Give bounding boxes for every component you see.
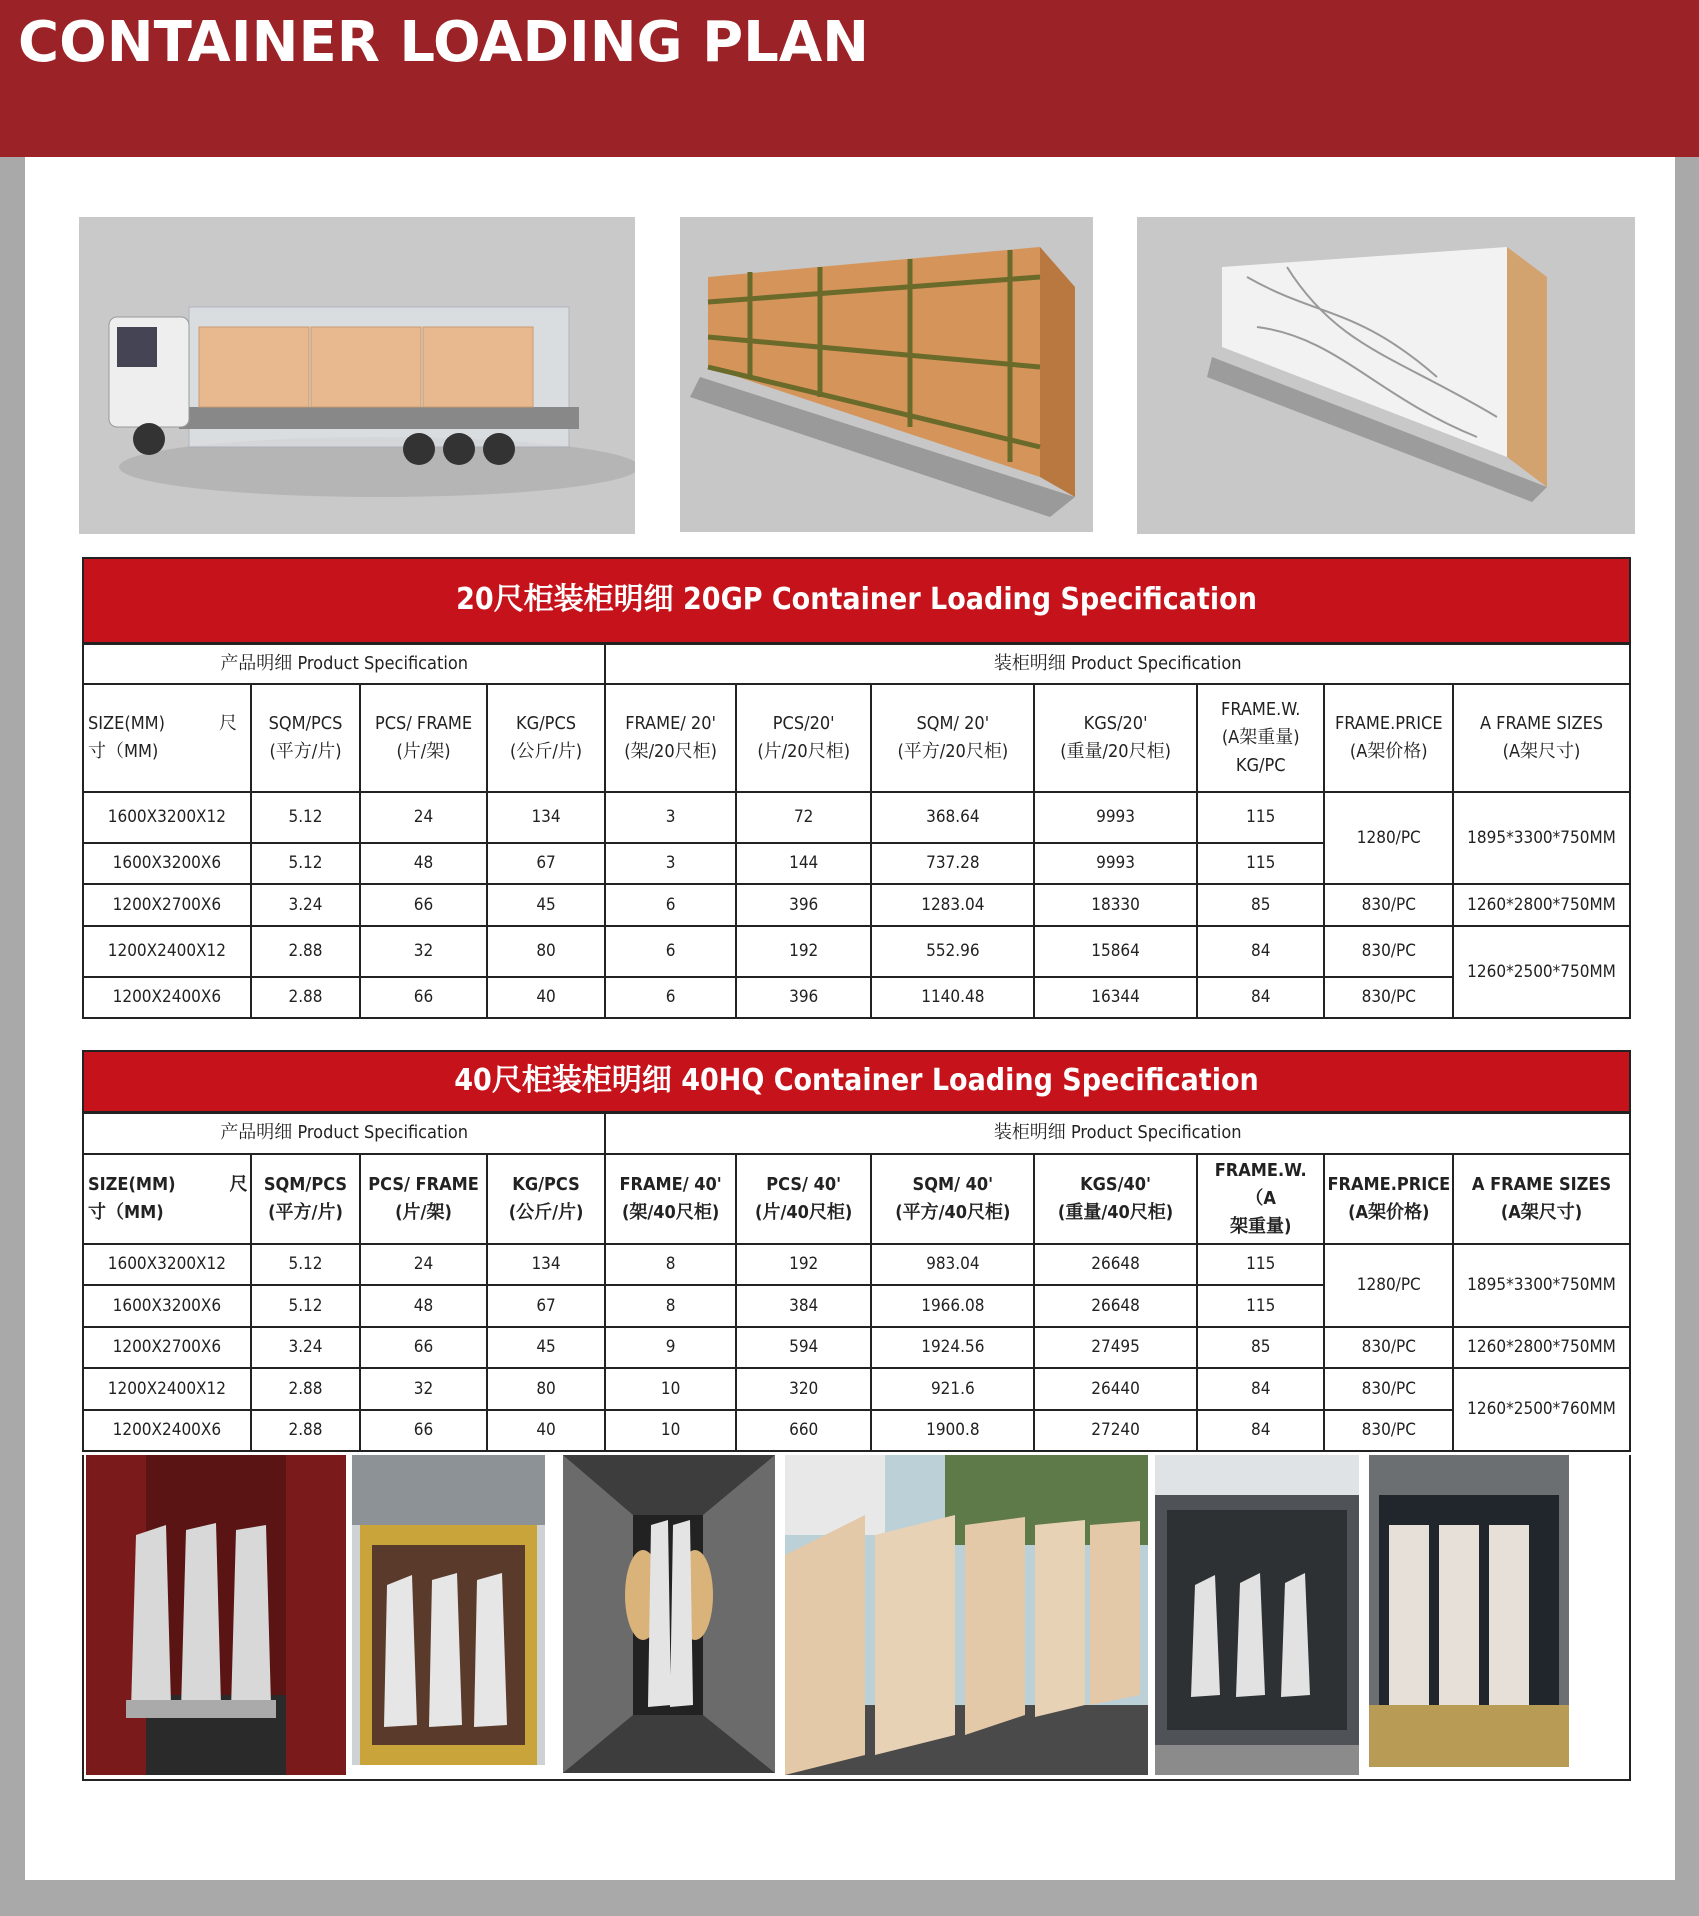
- cell-sqm: 368.64: [871, 792, 1034, 843]
- cell-sqm-pcs: 2.88: [251, 977, 360, 1018]
- container-loading-photo-5: [1155, 1455, 1359, 1775]
- cell-sqm-pcs: 5.12: [251, 792, 360, 843]
- cell-frame-weight: 115: [1197, 1285, 1325, 1327]
- cell-frames: 8: [605, 1285, 736, 1327]
- loading-group-header: 装柜明细 Product Specification: [605, 643, 1630, 684]
- table-row: [83, 1244, 1630, 1285]
- cell-size: 1200X2400X12: [83, 926, 251, 977]
- column-header: FRAME.W. (A架重量) KG/PC: [1197, 684, 1325, 792]
- cell-pcs: 192: [736, 1244, 872, 1285]
- cell-sqm: 921.6: [871, 1368, 1034, 1410]
- cell-frame-price: 830/PC: [1324, 1368, 1453, 1410]
- product-group-header: 产品明细 Product Specification: [83, 643, 605, 684]
- cell-sqm: 983.04: [871, 1244, 1034, 1285]
- cell-frames: 9: [605, 1327, 736, 1368]
- table-row: [83, 884, 1630, 926]
- column-header: PCS/ 40' (片/40尺柜): [736, 1154, 872, 1244]
- cell-pcs-frame: 48: [360, 1285, 487, 1327]
- cell-kgs: 26648: [1034, 1285, 1197, 1327]
- cell-kgs: 27495: [1034, 1327, 1197, 1368]
- column-header: KGS/40' (重量/40尺柜): [1034, 1154, 1197, 1244]
- cell-kgs: 9993: [1034, 792, 1197, 843]
- cell-frame-weight: 115: [1197, 792, 1325, 843]
- cell-size: 1200X2400X12: [83, 1368, 251, 1410]
- cell-frames: 10: [605, 1368, 736, 1410]
- cell-pcs-frame: 66: [360, 1410, 487, 1451]
- cell-pcs: 396: [736, 884, 872, 926]
- cell-frames: 6: [605, 977, 736, 1018]
- table-title: 40尺柜装柜明细 40HQ Container Loading Specification: [83, 1051, 1630, 1112]
- column-header: PCS/ FRAME (片/架): [360, 1154, 487, 1244]
- cell-pcs: 384: [736, 1285, 872, 1327]
- cell-sqm-pcs: 3.24: [251, 1327, 360, 1368]
- cell-pcs-frame: 66: [360, 977, 487, 1018]
- loading-group-header: 装柜明细 Product Specification: [605, 1112, 1630, 1154]
- column-header: FRAME.PRICE (A架价格): [1324, 684, 1453, 792]
- cell-kg-pcs: 67: [487, 843, 606, 884]
- cell-frames: 3: [605, 843, 736, 884]
- cell-size: 1200X2400X6: [83, 1410, 251, 1451]
- cell-frames: 6: [605, 884, 736, 926]
- cell-sqm: 1140.48: [871, 977, 1034, 1018]
- cell-frames: 8: [605, 1244, 736, 1285]
- cell-sqm-pcs: 5.12: [251, 1285, 360, 1327]
- column-header: PCS/20' (片/20尺柜): [736, 684, 872, 792]
- cell-sqm: 737.28: [871, 843, 1034, 884]
- column-header: SQM/ 20' (平方/20尺柜): [871, 684, 1034, 792]
- cell-sqm: 1900.8: [871, 1410, 1034, 1451]
- cell-frame-size: 1895*3300*750MM: [1453, 792, 1630, 884]
- cell-kgs: 18330: [1034, 884, 1197, 926]
- cell-frame-weight: 84: [1197, 1368, 1325, 1410]
- cell-frames: 6: [605, 926, 736, 977]
- cell-pcs: 660: [736, 1410, 872, 1451]
- table-title: 20尺柜装柜明细 20GP Container Loading Specification: [83, 558, 1630, 643]
- cell-kg-pcs: 45: [487, 1327, 606, 1368]
- container-loading-photo-3: [563, 1455, 775, 1773]
- cell-kgs: 9993: [1034, 843, 1197, 884]
- cell-frame-weight: 85: [1197, 1327, 1325, 1368]
- cell-kg-pcs: 80: [487, 926, 606, 977]
- column-header: KG/PCS (公斤/片): [487, 1154, 606, 1244]
- cell-frame-weight: 85: [1197, 884, 1325, 926]
- cell-size: 1200X2400X6: [83, 977, 251, 1018]
- cell-kg-pcs: 80: [487, 1368, 606, 1410]
- column-header: FRAME/ 20' (架/20尺柜): [605, 684, 736, 792]
- cell-pcs-frame: 66: [360, 884, 487, 926]
- cell-frame-weight: 84: [1197, 1410, 1325, 1451]
- table-20gp-loading-spec: [82, 557, 1631, 1019]
- cell-frame-price: 830/PC: [1324, 1327, 1453, 1368]
- cell-pcs: 192: [736, 926, 872, 977]
- cell-sqm: 552.96: [871, 926, 1034, 977]
- cell-frames: 3: [605, 792, 736, 843]
- page-header: [0, 0, 1699, 157]
- cell-pcs: 396: [736, 977, 872, 1018]
- column-header: SIZE(MM) 尺 寸（MM): [83, 684, 251, 792]
- column-header: SQM/PCS (平方/片): [251, 1154, 360, 1244]
- cell-frame-price: 830/PC: [1324, 926, 1453, 977]
- cell-frame-size: 1260*2800*750MM: [1453, 884, 1630, 926]
- cell-pcs-frame: 32: [360, 1368, 487, 1410]
- cell-kgs: 15864: [1034, 926, 1197, 977]
- cell-frame-weight: 84: [1197, 977, 1325, 1018]
- column-header: FRAME.W.（A 架重量): [1197, 1154, 1325, 1244]
- cell-frame-weight: 84: [1197, 926, 1325, 977]
- column-header: SQM/PCS (平方/片): [251, 684, 360, 792]
- cell-size: 1600X3200X12: [83, 792, 251, 843]
- column-header: PCS/ FRAME (片/架): [360, 684, 487, 792]
- cell-pcs-frame: 48: [360, 843, 487, 884]
- cell-kg-pcs: 40: [487, 1410, 606, 1451]
- cell-kgs: 26440: [1034, 1368, 1197, 1410]
- cell-frame-size: 1260*2500*760MM: [1453, 1368, 1630, 1451]
- column-header: KG/PCS (公斤/片): [487, 684, 606, 792]
- cell-frames: 10: [605, 1410, 736, 1451]
- cell-kgs: 16344: [1034, 977, 1197, 1018]
- cell-pcs-frame: 66: [360, 1327, 487, 1368]
- marble-slab-on-a-frame-photo: [1137, 217, 1635, 534]
- cell-kgs: 26648: [1034, 1244, 1197, 1285]
- column-header: A FRAME SIZES (A架尺寸): [1453, 684, 1630, 792]
- cell-frame-size: 1895*3300*750MM: [1453, 1244, 1630, 1327]
- container-loading-photo-2: [352, 1455, 545, 1765]
- cell-sqm-pcs: 2.88: [251, 926, 360, 977]
- cell-frame-price: 1280/PC: [1324, 792, 1453, 884]
- cell-sqm-pcs: 5.12: [251, 843, 360, 884]
- column-header: A FRAME SIZES (A架尺寸): [1453, 1154, 1630, 1244]
- cell-frame-price: 830/PC: [1324, 1410, 1453, 1451]
- column-header: SQM/ 40' (平方/40尺柜): [871, 1154, 1034, 1244]
- cell-pcs-frame: 24: [360, 1244, 487, 1285]
- cell-frame-weight: 115: [1197, 843, 1325, 884]
- cell-sqm-pcs: 3.24: [251, 884, 360, 926]
- truck-loaded-with-crates-photo: [79, 217, 635, 534]
- cell-size: 1600X3200X6: [83, 1285, 251, 1327]
- container-loading-photo-6: [1369, 1455, 1569, 1767]
- table-row: [83, 1368, 1630, 1410]
- cell-frame-size: 1260*2800*750MM: [1453, 1327, 1630, 1368]
- cell-sqm-pcs: 5.12: [251, 1244, 360, 1285]
- table-40hq-loading-spec: [82, 1050, 1631, 1452]
- cell-frame-weight: 115: [1197, 1244, 1325, 1285]
- cell-pcs: 72: [736, 792, 872, 843]
- column-header: SIZE(MM) 尺 寸（MM): [83, 1154, 251, 1244]
- cell-kg-pcs: 45: [487, 884, 606, 926]
- table-row: [83, 1410, 1630, 1451]
- cell-frame-price: 830/PC: [1324, 977, 1453, 1018]
- cell-sqm-pcs: 2.88: [251, 1368, 360, 1410]
- cell-pcs-frame: 32: [360, 926, 487, 977]
- wooden-crate-on-a-frame-photo: [680, 217, 1093, 532]
- column-header: FRAME/ 40' (架/40尺柜): [605, 1154, 736, 1244]
- column-header: KGS/20' (重量/20尺柜): [1034, 684, 1197, 792]
- cell-frame-size: 1260*2500*750MM: [1453, 926, 1630, 1018]
- page-title: CONTAINER LOADING PLAN: [18, 10, 870, 75]
- cell-frame-price: 1280/PC: [1324, 1244, 1453, 1327]
- cell-size: 1200X2700X6: [83, 1327, 251, 1368]
- table-row: [83, 792, 1630, 843]
- cell-kg-pcs: 40: [487, 977, 606, 1018]
- cell-kgs: 27240: [1034, 1410, 1197, 1451]
- cell-sqm: 1966.08: [871, 1285, 1034, 1327]
- cell-pcs-frame: 24: [360, 792, 487, 843]
- cell-size: 1200X2700X6: [83, 884, 251, 926]
- cell-sqm-pcs: 2.88: [251, 1410, 360, 1451]
- table-row: [83, 926, 1630, 977]
- cell-size: 1600X3200X6: [83, 843, 251, 884]
- column-header: FRAME.PRICE (A架价格): [1324, 1154, 1453, 1244]
- cell-sqm: 1924.56: [871, 1327, 1034, 1368]
- table-row: [83, 1327, 1630, 1368]
- container-loading-photo-1: [86, 1455, 346, 1775]
- cell-pcs: 594: [736, 1327, 872, 1368]
- cell-pcs: 144: [736, 843, 872, 884]
- table-row: [83, 977, 1630, 1018]
- yard-stacked-frames-photo: [785, 1455, 1148, 1775]
- cell-kg-pcs: 67: [487, 1285, 606, 1327]
- product-group-header: 产品明细 Product Specification: [83, 1112, 605, 1154]
- cell-pcs: 320: [736, 1368, 872, 1410]
- cell-frame-price: 830/PC: [1324, 884, 1453, 926]
- cell-kg-pcs: 134: [487, 1244, 606, 1285]
- cell-sqm: 1283.04: [871, 884, 1034, 926]
- loading-photo-gallery: [82, 1455, 1631, 1781]
- cell-size: 1600X3200X12: [83, 1244, 251, 1285]
- cell-kg-pcs: 134: [487, 792, 606, 843]
